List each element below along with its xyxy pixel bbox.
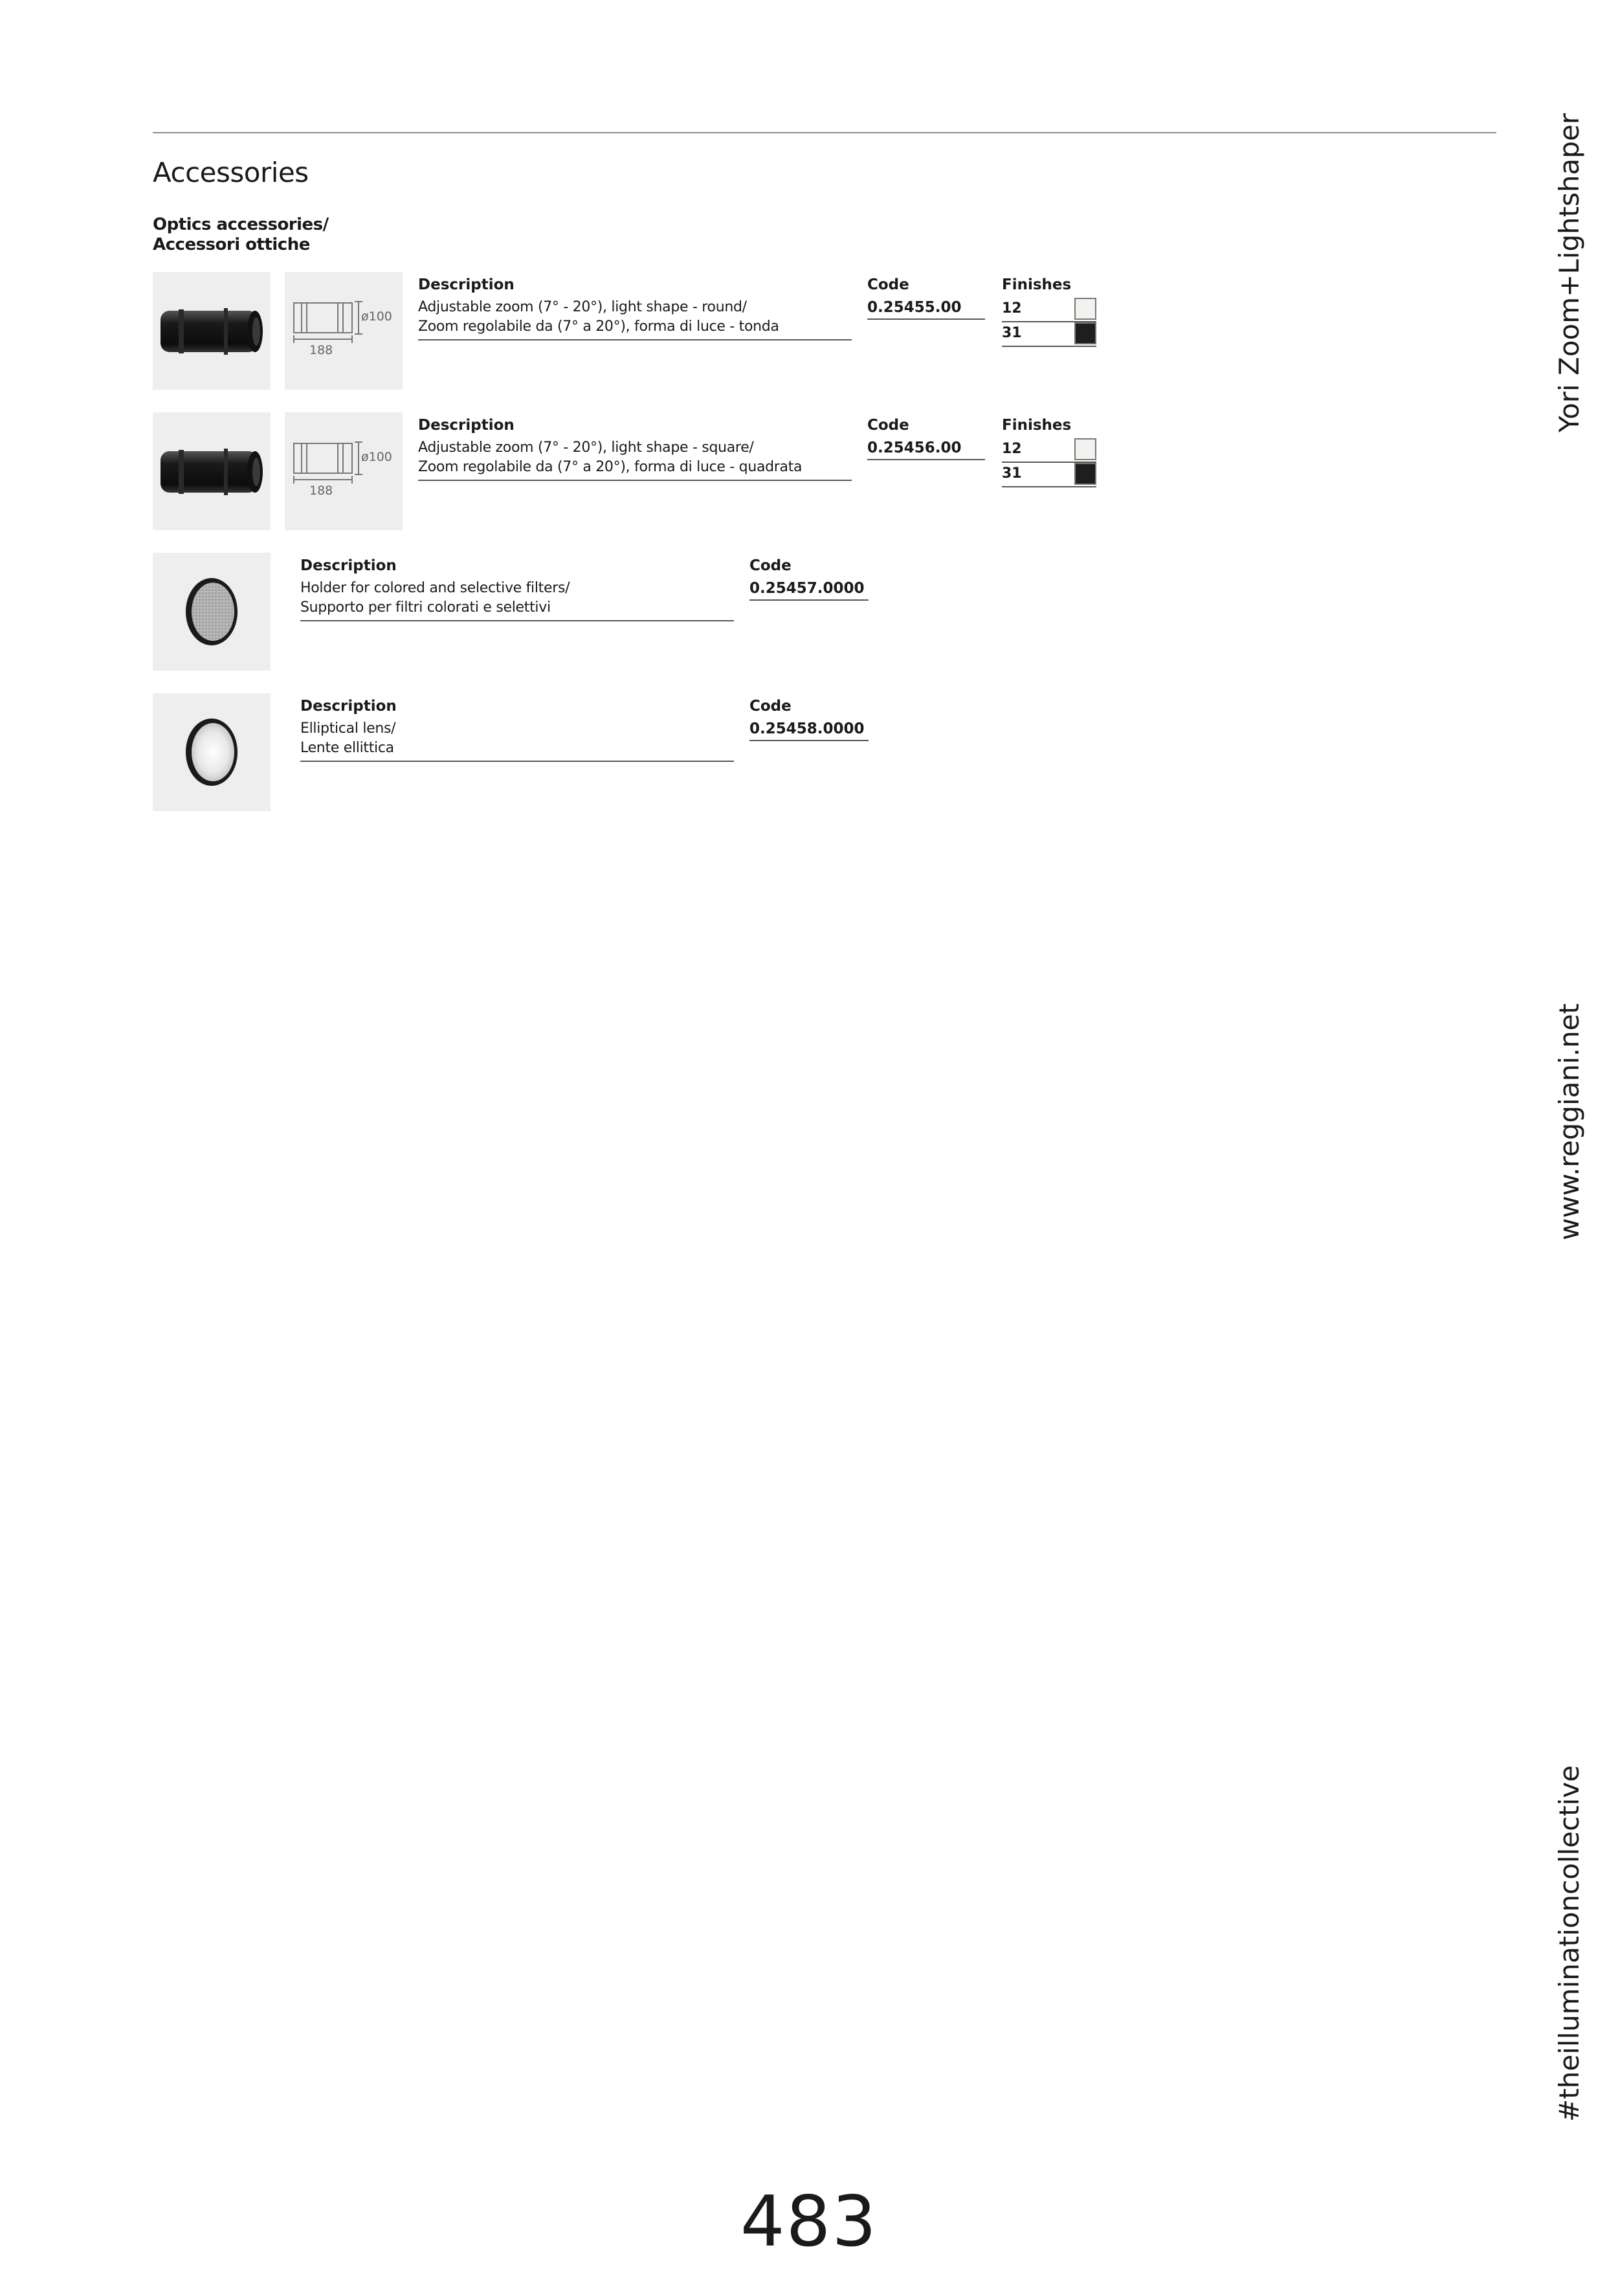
description-line: Adjustable zoom (7° - 20°), light shape - round/ <box>418 299 747 315</box>
finishes-column <box>1002 272 1096 347</box>
description-text <box>300 579 734 621</box>
description-text <box>418 298 852 340</box>
finish-swatch-white <box>1074 438 1096 460</box>
section-title <box>153 215 329 255</box>
code-header: Code <box>749 557 792 574</box>
code-header: Code <box>749 698 792 715</box>
zoom-lens-technical-drawing <box>285 272 403 390</box>
finishes-column <box>1002 412 1096 487</box>
length-dimension: 188 <box>309 484 333 498</box>
description-header: Description <box>300 557 397 574</box>
description-text <box>418 438 852 481</box>
finish-swatch-black <box>1074 322 1096 344</box>
description-column <box>418 272 852 340</box>
description-column <box>418 412 852 481</box>
diameter-dimension: ø100 <box>361 450 392 464</box>
finish-code: 31 <box>1002 465 1022 482</box>
side-label-product-family: Yori Zoom+Lightshaper <box>1553 113 1585 432</box>
finish-swatch-black <box>1074 463 1096 485</box>
product-code: 0.25457.0000 <box>749 579 869 601</box>
code-column <box>867 412 985 460</box>
description-header: Description <box>418 276 515 293</box>
product-row-zoom-square <box>153 412 1124 530</box>
description-line: Holder for colored and selective filters/ <box>300 580 570 596</box>
finish-code: 12 <box>1002 441 1022 457</box>
finish-code: 31 <box>1002 325 1022 341</box>
length-dimension: 188 <box>309 343 333 357</box>
finish-swatch-white <box>1074 298 1096 320</box>
zoom-lens-photo <box>153 272 271 390</box>
code-header: Code <box>867 276 909 293</box>
diameter-dimension: ø100 <box>361 309 392 324</box>
product-code: 0.25456.00 <box>867 438 985 460</box>
finish-code: 12 <box>1002 300 1022 317</box>
description-column <box>300 693 734 762</box>
finish-row <box>1002 438 1096 463</box>
description-line: Lente ellittica <box>300 740 394 756</box>
section-title-line: Accessori ottiche <box>153 235 310 254</box>
page-title: Accessories <box>153 157 309 188</box>
description-header: Description <box>300 698 397 715</box>
finishes-header: Finishes <box>1002 276 1072 293</box>
side-label-hashtag: #theilluminationcollective <box>1553 1765 1585 2122</box>
zoom-lens-photo <box>153 412 271 530</box>
finishes-header: Finishes <box>1002 417 1072 434</box>
product-code: 0.25455.00 <box>867 298 985 320</box>
description-line: Zoom regolabile da (7° a 20°), forma di luce - quadrata <box>418 459 803 475</box>
top-rule <box>153 132 1496 133</box>
product-code: 0.25458.0000 <box>749 719 869 741</box>
finish-row <box>1002 298 1096 322</box>
description-text <box>300 719 734 762</box>
description-line: Zoom regolabile da (7° a 20°), forma di luce - tonda <box>418 318 779 335</box>
finish-row <box>1002 322 1096 347</box>
finish-row <box>1002 463 1096 487</box>
description-line: Elliptical lens/ <box>300 720 396 737</box>
code-column <box>867 272 985 320</box>
side-label-website: www.reggiani.net <box>1553 1003 1585 1240</box>
elliptical-lens-photo <box>153 693 271 811</box>
filter-holder-photo <box>153 553 271 671</box>
description-column <box>300 553 734 621</box>
section-title-line: Optics accessories/ <box>153 215 329 234</box>
description-header: Description <box>418 417 515 434</box>
code-column <box>749 693 869 741</box>
description-line: Supporto per filtri colorati e selettivi <box>300 599 551 616</box>
code-header: Code <box>867 417 909 434</box>
product-row-elliptical-lens <box>153 693 1124 811</box>
zoom-lens-technical-drawing <box>285 412 403 530</box>
page-number: 483 <box>740 2181 878 2262</box>
description-line: Adjustable zoom (7° - 20°), light shape - square/ <box>418 440 754 456</box>
code-column <box>749 553 869 601</box>
product-row-zoom-round <box>153 272 1124 390</box>
product-row-filter-holder <box>153 553 1124 671</box>
